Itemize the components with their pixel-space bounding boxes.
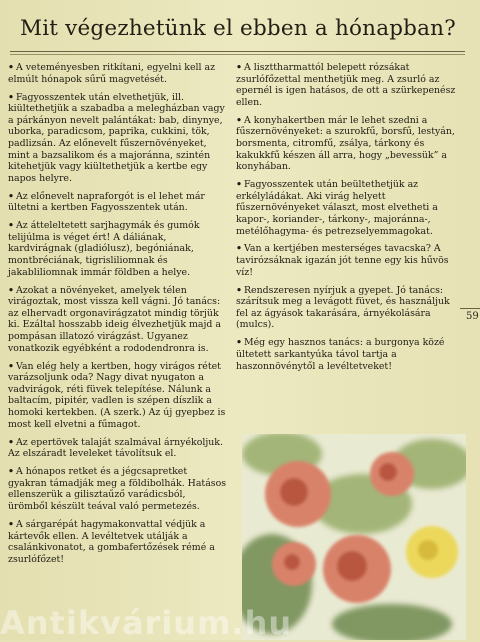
rose-center bbox=[337, 551, 367, 581]
list-item: • Az epertövek talaját szalmával árnyékoljuk. Az elszáradt leveleket távolítsuk el. bbox=[8, 436, 223, 460]
list-item: • A sárgarépát hagymakonvattal védjük a kártevők ellen. A levéltetvek utálják a csalánkivonatot, a gombafertőzések rémé a zsurlófőzet! bbox=[8, 518, 215, 565]
page-number: 59 bbox=[466, 311, 479, 322]
right-column bbox=[236, 62, 461, 379]
list-item: • Az előnevelt napraforgót is el lehet már ültetni a kertben Fagyosszentek után. bbox=[8, 190, 205, 214]
rose-center bbox=[379, 463, 397, 481]
list-item: • Az átteleltetett sarjhagymák és gumók telijúlma is véget ért! A dáliának, kardvirágnak (gladiólusz), begóniának, montbréciának, tigrisliliomnak és jakabliliomnak immár földben a helye. bbox=[8, 220, 200, 278]
list-item: • A veteményesben ritkítani, egyelni kell az elmúlt hónapok sűrű magvetését. bbox=[8, 62, 216, 85]
list-item: • Még egy hasznos tanács: a burgonya közé ültetett sarkantyúka távol tartja a haszonnövénytől a levéltetveket! bbox=[236, 337, 445, 372]
list-item: • A hónapos retket és a jégcsapretket gyakran támadják meg a földibolhák. Hatásos ellenszerük a gilisztaűző varádicsból, ürömből készült teával való permetezés. bbox=[8, 466, 227, 512]
yellow-rose-center bbox=[418, 540, 438, 560]
list-item: • Azokat a növényeket, amelyek télen virágoztak, most vissza kell vágni. Jó tanács: az elhervadt orgonavirágzatot mindig törjük ki. Ezáltal hosszabb ideig élvezhetjük majd a pompásan illatozó virágzást. Ugyanez vonatkozik egyébként a rododendronra is. bbox=[8, 284, 221, 354]
list-item: • Fagyosszentek után beültethetjük az erkélyládákat. Aki virág helyett fűszernövényeket választ, most elvetheti a kapor-, koriander-, tárkony-, majoránna-, metélőhagyma- és petrezselyemmagokat. bbox=[236, 179, 438, 237]
title-rule-secondary bbox=[10, 54, 465, 55]
list-item: • A konyhakertben már le lehet szedni a fűszernövényeket: a szurokfű, borsfű, lestyán, borsmenta, citromfű, zsálya, tárkony és kakukkfű készen áll arra, hogy „bevessük” a konyhában. bbox=[236, 114, 455, 173]
title-rule bbox=[10, 51, 465, 52]
list-item: • Rendszeresen nyírjuk a gyepet. Jó tanács: szárítsuk meg a levágott füvet, és használjuk fel az ágyások takarására, árnyékolására (mulcs). bbox=[236, 284, 450, 331]
left-column bbox=[8, 62, 228, 572]
page-title: Mit végezhetünk el ebben a hónapban? bbox=[20, 16, 456, 41]
rose-center bbox=[280, 478, 308, 506]
list-item: • Fagyosszentek után elvethetjük, ill. kiültethetjük a szabadba a melegházban vagy a párkányon nevelt palántákat: bab, dinynye, uborka, paradicsom, paprika, cukkini, tök, padlizsán. Az előnevelt fűszernövényeket, mint a bazsalikom és a majoránna, szintén kitehetjük vagy kiültethetjük a kertbe egy napos helyre. bbox=[8, 91, 225, 184]
rose-center bbox=[284, 554, 300, 570]
list-item: • Van a kertjében mesterséges tavacska? A tavirózsáknak igazán jót tenne egy kis hűvös víz! bbox=[236, 243, 449, 278]
list-item: • Van elég hely a kertben, hogy virágos rétet varázsoljunk oda? Nagy divat nyugaton a vadvirágok, réti füvek telepítése. Nálunk a baltacím, pipitér, vadlen is szépen díszlik a homoki kertekben. (A szerk.) Az új gyepbez is most kell elvetni a fűmagot. bbox=[8, 360, 226, 430]
list-item: • A liszttharmattól belepett rózsákat zsurlófőzettal menthetjük meg. A zsurló az epernél is igen hatásos, de ott a szürkepenész ellen. bbox=[236, 62, 456, 108]
watermark: Antikvárium.hu bbox=[0, 604, 293, 642]
